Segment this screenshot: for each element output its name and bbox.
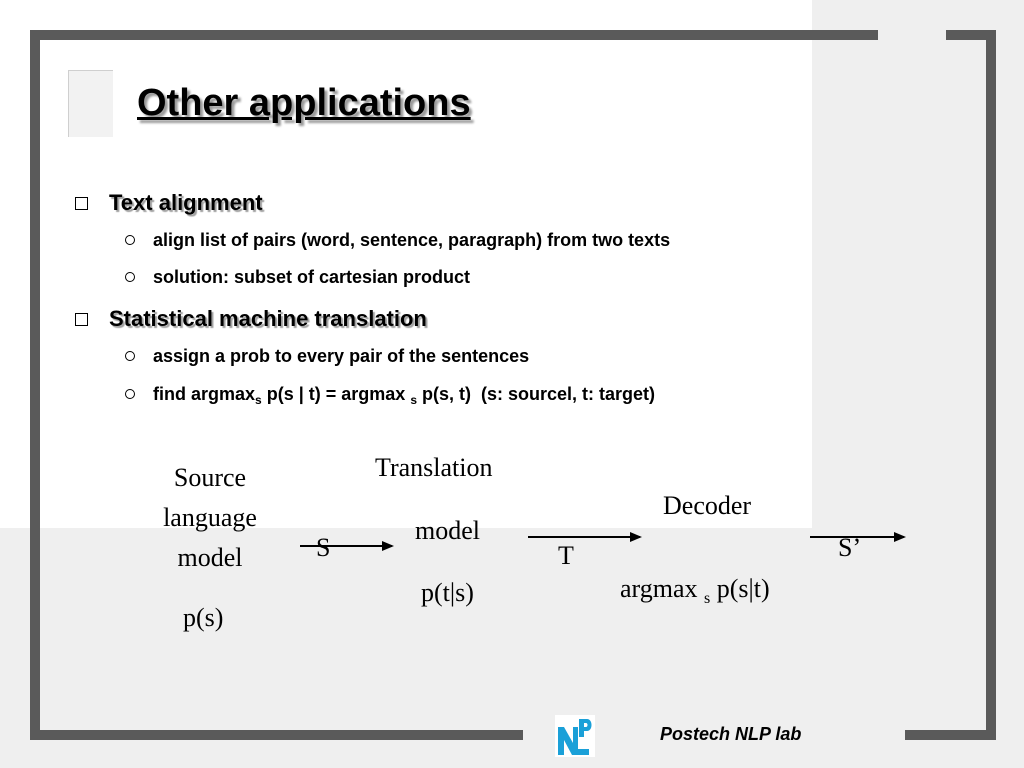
circle-bullet-icon — [125, 351, 135, 361]
translation-prob-label: p(t|s) — [421, 578, 474, 607]
decoder-label: Decoder — [663, 491, 752, 520]
sub-bullet-label: solution: subset of cartesian product — [153, 267, 471, 287]
circle-bullet-icon — [125, 272, 135, 282]
formula-part: p(s, t) (s: sourcel, t: target) — [417, 384, 656, 404]
frame-bottom-left — [30, 730, 523, 740]
bullet-label: Statistical machine translation — [109, 306, 427, 331]
diagram-text: language — [163, 503, 257, 532]
frame-top-left — [30, 30, 878, 40]
translation-model-label: model — [415, 516, 480, 545]
square-bullet-icon — [75, 197, 88, 210]
s-prime-label: S’ — [838, 533, 862, 562]
formula-part: p(s | t) = argmax — [261, 384, 411, 404]
source-language-model-label — [145, 458, 275, 578]
postech-nlp-logo-icon — [555, 715, 595, 757]
bullet-label: Text alignment — [109, 190, 263, 215]
frame-left — [30, 30, 40, 740]
formula-subscript: s — [410, 393, 417, 407]
circle-bullet-icon — [125, 235, 135, 245]
sub-bullet-label: assign a prob to every pair of the sentences — [153, 346, 530, 366]
t-label: T — [558, 541, 574, 570]
footer-lab-name: Postech NLP lab — [660, 724, 802, 744]
translation-label: Translation — [375, 453, 493, 482]
frame-right — [986, 30, 996, 740]
slide-title: Other applications — [137, 82, 471, 124]
formula-part: find argmax — [153, 384, 256, 404]
frame-bottom-right — [905, 730, 996, 740]
s-label: S — [316, 533, 331, 562]
diagram-text: argmax — [620, 574, 704, 603]
diagram-text: Source — [173, 463, 247, 492]
title-decoration-box — [68, 70, 113, 137]
arrow-icon — [300, 545, 392, 547]
square-bullet-icon — [75, 313, 88, 326]
diagram-subscript: s — [704, 590, 711, 607]
diagram-text: model — [177, 543, 243, 572]
decoder-argmax-label — [620, 574, 770, 608]
formula-text — [153, 384, 655, 407]
source-prob-label: p(s) — [183, 603, 224, 632]
sub-bullet-label: align list of pairs (word, sentence, paragraph) from two texts — [153, 230, 671, 250]
circle-bullet-icon — [125, 389, 135, 399]
arrow-icon — [528, 536, 640, 538]
diagram-text: p(s|t) — [710, 574, 770, 603]
formula-subscript: s — [255, 393, 262, 407]
